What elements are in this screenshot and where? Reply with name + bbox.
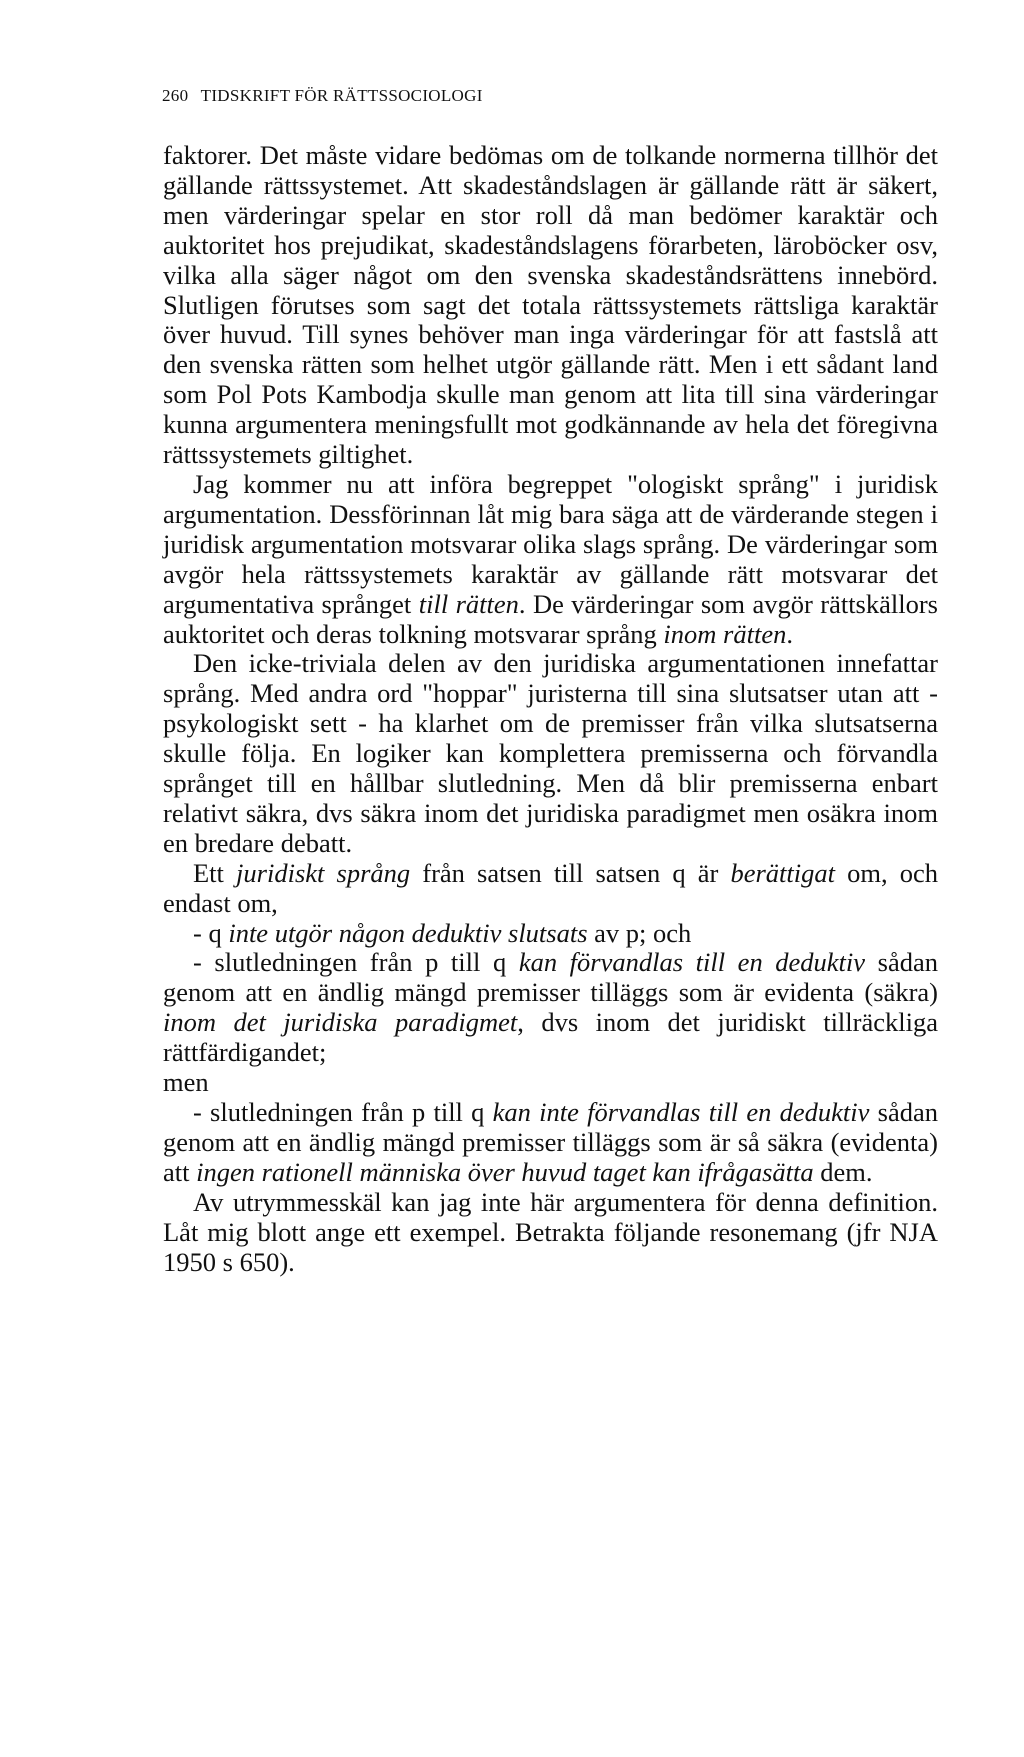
paragraph-1: faktorer. Det måste vidare bedömas om de tolkande normerna tillhör det gällande rättssystemet. Att skadeståndslagen är gällande rätt är säkert, men värderingar spelar en stor roll då man bedömer karaktär och auktoritet hos prejudikat, skadeståndslagens förarbeten, läroböcker osv, vilka alla säger något om den svenska skadeståndsrättens innebörd. Slutligen förutses som sagt det totala rättssystemets rättsliga karaktär över huvud. Till synes behöver man inga värderingar för att fastslå att den svenska rätten som helhet utgör gällande rätt. Men i ett sådant land som Pol Pots Kambodja skulle man genom att lita till sina värderingar kunna argumentera meningsfullt mot godkännande av hela det föregivna rättssystemets giltighet. bbox=[163, 140, 938, 470]
condition-2-text-c: , dvs inom det juridiskt tillräckliga rättfärdigandet; bbox=[163, 1007, 938, 1068]
condition-1-text-a: - q bbox=[193, 917, 229, 948]
definition-emphasis-2: berättigat bbox=[730, 857, 835, 888]
paragraph-2-text-a: Jag kommer nu att införa begreppet "ologiskt språng" i juridisk argumentation. Dessförinnan låt mig bara säga att de värderande stegen i juridisk argumentation motsvarar olika slags språng. De värderingar som avgör hela rättssystemets karaktär av gällande rätt motsvarar det argumentativa språnget bbox=[163, 468, 938, 619]
paragraph-3: Den icke-triviala delen av den juridiska argumentationen innefattar språng. Med andra ord "hoppar" juristerna till sina slutsatser utan att - psykologiskt sett - ha klarhet om de premisser från vilka slutsatserna skulle följa. En logiker kan komplettera premisserna och förvandla språnget till en hållbar slutledning. Men då blir premisserna enbart relativt säkra, dvs säkra inom det juridiska paradigmet men osäkra inom en bredare debatt. bbox=[163, 648, 938, 858]
definition-condition-2 bbox=[163, 948, 938, 1068]
page-number: 260 bbox=[162, 86, 189, 105]
condition-2-emphasis-2: inom det juridiska paradigmet bbox=[163, 1007, 518, 1038]
journal-title: TIDSKRIFT FÖR RÄTTSSOCIOLOGI bbox=[200, 86, 483, 105]
definition-condition-1 bbox=[163, 919, 938, 949]
body-text bbox=[163, 141, 938, 1277]
condition-3-emphasis-2: ingen rationell människa över huvud taget kan ifrågasätta bbox=[196, 1156, 814, 1187]
condition-2-emphasis-1: kan förvandlas till en deduktiv bbox=[518, 947, 866, 978]
condition-2-text-b: sådan genom att en ändlig mängd premisser tilläggs som är evidenta (säkra) bbox=[163, 947, 938, 1008]
paragraph-2-text-c: . bbox=[786, 618, 793, 649]
definition-text-b: från satsen till satsen q är bbox=[410, 857, 731, 888]
paragraph-2-emphasis-1: till rätten bbox=[418, 588, 519, 619]
paragraph-5: Av utrymmesskäl kan jag inte här argumentera för denna definition. Låt mig blott ange ett exempel. Betrakta följande resonemang (jfr NJA 1950 s 650). bbox=[163, 1186, 938, 1277]
condition-3-text-a: - slutledningen från p till q bbox=[193, 1097, 493, 1127]
definition-conjunction: men bbox=[163, 1067, 209, 1098]
condition-3-text-b: sådan genom att en ändlig mängd premisser tilläggs som är så säkra (evidenta) att bbox=[163, 1097, 938, 1187]
definition-intro bbox=[163, 859, 938, 919]
running-head bbox=[162, 86, 483, 106]
condition-2-text-a: - slutledningen från p till q bbox=[193, 947, 519, 978]
condition-1-emphasis: inte utgör någon deduktiv slutsats bbox=[228, 917, 588, 948]
condition-3-emphasis-1: kan inte förvandlas till en deduktiv bbox=[492, 1097, 870, 1127]
definition-emphasis-1: juridiskt språng bbox=[236, 857, 411, 888]
definition-text-a: Ett bbox=[193, 857, 237, 888]
definition-condition-3 bbox=[163, 1098, 938, 1188]
paragraph-2-text-b: . De värderingar som avgör rättskällors auktoritet och deras tolkning motsvarar språng bbox=[163, 588, 938, 649]
paragraph-2 bbox=[163, 470, 938, 649]
paragraph-2-emphasis-2: inom rätten bbox=[663, 618, 787, 649]
condition-1-text-b: av p; och bbox=[587, 917, 692, 948]
definition-text-c: om, och endast om, bbox=[163, 857, 938, 918]
condition-3-text-c: dem. bbox=[813, 1156, 873, 1187]
